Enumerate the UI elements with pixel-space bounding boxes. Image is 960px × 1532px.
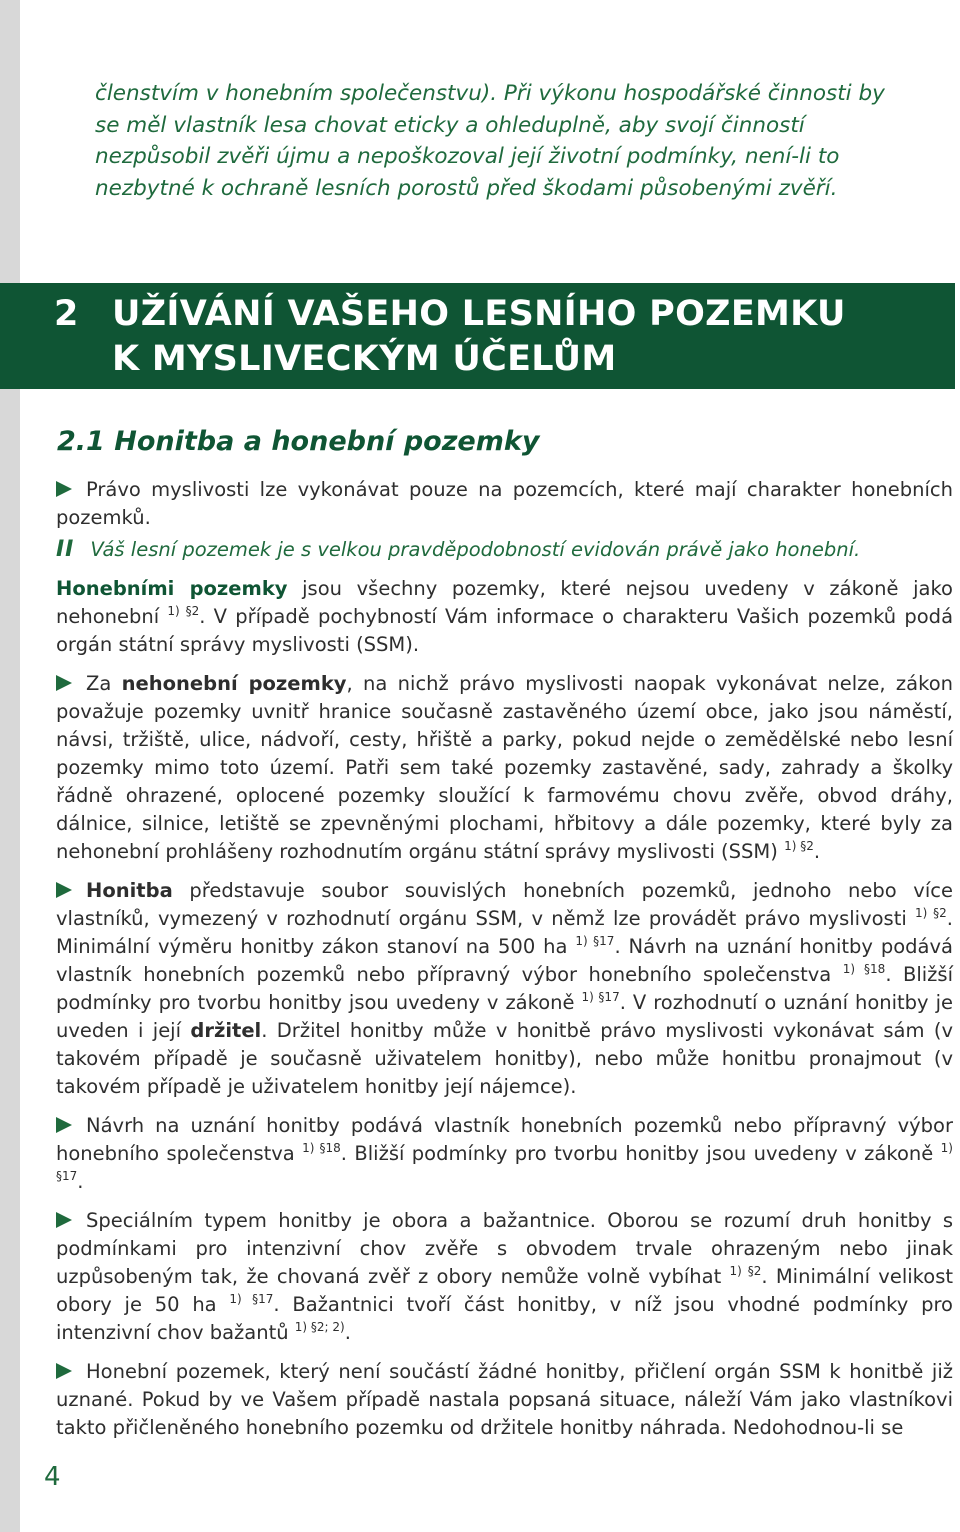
note-text: Váš lesní pozemek je s velkou pravděpodobností evidován právě jako honební. <box>90 538 861 561</box>
law-reference: 1) §18 <box>302 1141 341 1155</box>
term-non-hunting-land: nehonební pozemky <box>121 672 347 695</box>
arrow-bullet-icon <box>56 1363 72 1379</box>
law-reference: 1) §2 <box>167 604 200 618</box>
arrow-bullet-icon <box>56 1212 72 1228</box>
text-segment: , na nichž právo myslivosti naopak vykonávat nelze, zákon považuje pozemky uvnitř hranice současně zastavěného území obce, jako jsou náměstí, návsi, tržiště, ulice, nádvoří, cesty, hřiště a parky, pokud nejde o zemědělské nebo lesní pozemky mimo toto území. Patři sem také pozemky zastavěné, sady, zahrady a školky řádně ohrazené, oplocené pozemky sloužící k farmovému chovu zvěře, obvod dráhy, dálnice, silnice, letiště se zpevněnými plochami, hřbitovy a dále pozemky, které byly za nehonební prohlášeny rozhodnutím orgánu státní správy myslivosti (SSM) <box>56 672 953 863</box>
section-title <box>112 292 932 382</box>
text-segment: . <box>344 1321 351 1344</box>
law-reference: 1) §17 <box>575 934 615 948</box>
page-number: 4 <box>44 1462 61 1492</box>
text-segment: . V případě pochybností Vám informace o charakteru Vašich pozemků podá orgán státní správy myslivosti (SSM). <box>56 605 954 656</box>
paragraph-text: Právo myslivosti lze vykonávat pouze na pozemcích, které mají charakter honebních pozemků. <box>56 478 953 529</box>
term-hunting-ground: Honitba <box>86 879 173 902</box>
arrow-bullet-icon <box>56 882 72 898</box>
text-segment: Honební pozemek, který není součástí žádné honitby, přičlení orgán SSM k honitbě již uznané. Pokud by ve Vašem případě nastala popsaná situace, náleží Vám jako vlastníkovi takto přičleněného honebního pozemku od držitele honitby náhrada. Nedohodnou-li se <box>56 1360 953 1439</box>
intro-paragraph <box>95 78 905 204</box>
paragraph-attached-land <box>56 1358 953 1442</box>
paragraph-hunting-ground <box>56 877 953 1101</box>
paragraph-right-of-hunting <box>56 476 953 532</box>
text-segment: . Bližší podmínky pro tvorbu honitby jsou uvedeny v zákoně <box>340 1142 941 1165</box>
term-holder: držitel <box>190 1019 262 1042</box>
law-reference: 1) §2 <box>729 1264 762 1278</box>
arrow-bullet-icon <box>56 481 72 497</box>
text-segment: . V rozhodnutí o uznání honitby je uveden i její <box>56 991 953 1042</box>
law-reference: 1) §2 <box>915 906 947 920</box>
text-segment: . Bažantnici tvoří část honitby, v níž jsou vhodné podmínky pro intenzivní chov bažantů <box>56 1293 953 1344</box>
term-hunting-land: Honebními pozemky <box>56 577 288 600</box>
body-content <box>56 476 953 1453</box>
text-segment: . Návrh na uznání honitby podává vlastník honebních pozemků nebo přípravný výbor honebního společenstva <box>56 935 954 986</box>
paragraph-non-hunting-land <box>56 670 953 866</box>
text-segment: . Bližší podmínky pro tvorbu honitby jsou uvedeny v zákoně <box>56 963 953 1014</box>
text-segment: představuje soubor souvislých honebních pozemků, jednoho nebo více vlastníků, vymezený v rozhodnutí orgánu SSM, v němž lze provádět právo myslivosti <box>56 879 953 930</box>
section-title-line-1: UŽÍVÁNÍ VAŠEHO LESNÍHO POZEMKU <box>112 294 846 334</box>
subsection-title: 2.1 Honitba a honební pozemky <box>57 426 540 457</box>
law-reference: 1) §18 <box>842 962 886 976</box>
text-segment: Návrh na uznání honitby podává vlastník honebních pozemků nebo přípravný výbor honebního společenstva <box>56 1114 953 1165</box>
text-segment: Speciálním typem honitby je obora a bažantnice. Oborou se rozumí druh honitby s podmínkami pro intenzivní chov zvěře s obvodem trvale ohrazeným nebo jinak uzpůsobeným tak, že chovaná zvěř z obory nemůže volně vybíhat <box>56 1209 953 1288</box>
arrow-bullet-icon <box>56 675 72 691</box>
law-reference: 1) §17 <box>581 990 620 1004</box>
paragraph-hunting-land <box>56 575 953 659</box>
intro-text: členstvím v honebním společenstvu). Při výkonu hospodářské činnosti by se měl vlastník lesa chovat eticky a ohleduplně, aby svojí činností nezpůsobil zvěři újmu a nepoškozoval její životní podmínky, není-li to nezbytné k ochraně lesních porostů před škodami působenými zvěří. <box>95 81 885 201</box>
section-number: 2 <box>54 294 79 334</box>
text-segment: jsou všechny pozemky, které nejsou uvedeny v zákoně jako nehonební <box>56 577 953 628</box>
arrow-bullet-icon <box>56 1117 72 1133</box>
text-segment: . Minimální velikost obory je 50 ha <box>56 1265 954 1316</box>
text-segment: Za <box>86 672 122 695</box>
text-segment: . <box>77 1170 84 1193</box>
paragraph-special-types <box>56 1207 953 1347</box>
law-reference: 1) §2 <box>784 839 814 853</box>
paragraph-proposal <box>56 1112 953 1196</box>
law-reference: 1) §2; 2) <box>294 1320 345 1334</box>
note-registered-as-hunting <box>56 536 953 564</box>
text-segment: . Minimální výměru honitby zákon stanoví na 500 ha <box>56 907 953 958</box>
page-side-bar <box>0 0 20 1532</box>
text-segment: . <box>813 840 821 863</box>
section-title-line-2: K MYSLIVECKÝM ÚČELŮM <box>112 339 617 379</box>
text-segment: . Držitel honitby může v honitbě právo myslivosti vykonávat sám (v takovém případě je současně uživatelem honitby), nebo může honitbu pronajmout (v takovém případě je uživatelem honitby její nájemce). <box>56 1019 953 1098</box>
pause-icon: II <box>56 537 75 562</box>
law-reference: 1) §17 <box>229 1292 274 1306</box>
law-reference: 1) §17 <box>56 1141 953 1183</box>
